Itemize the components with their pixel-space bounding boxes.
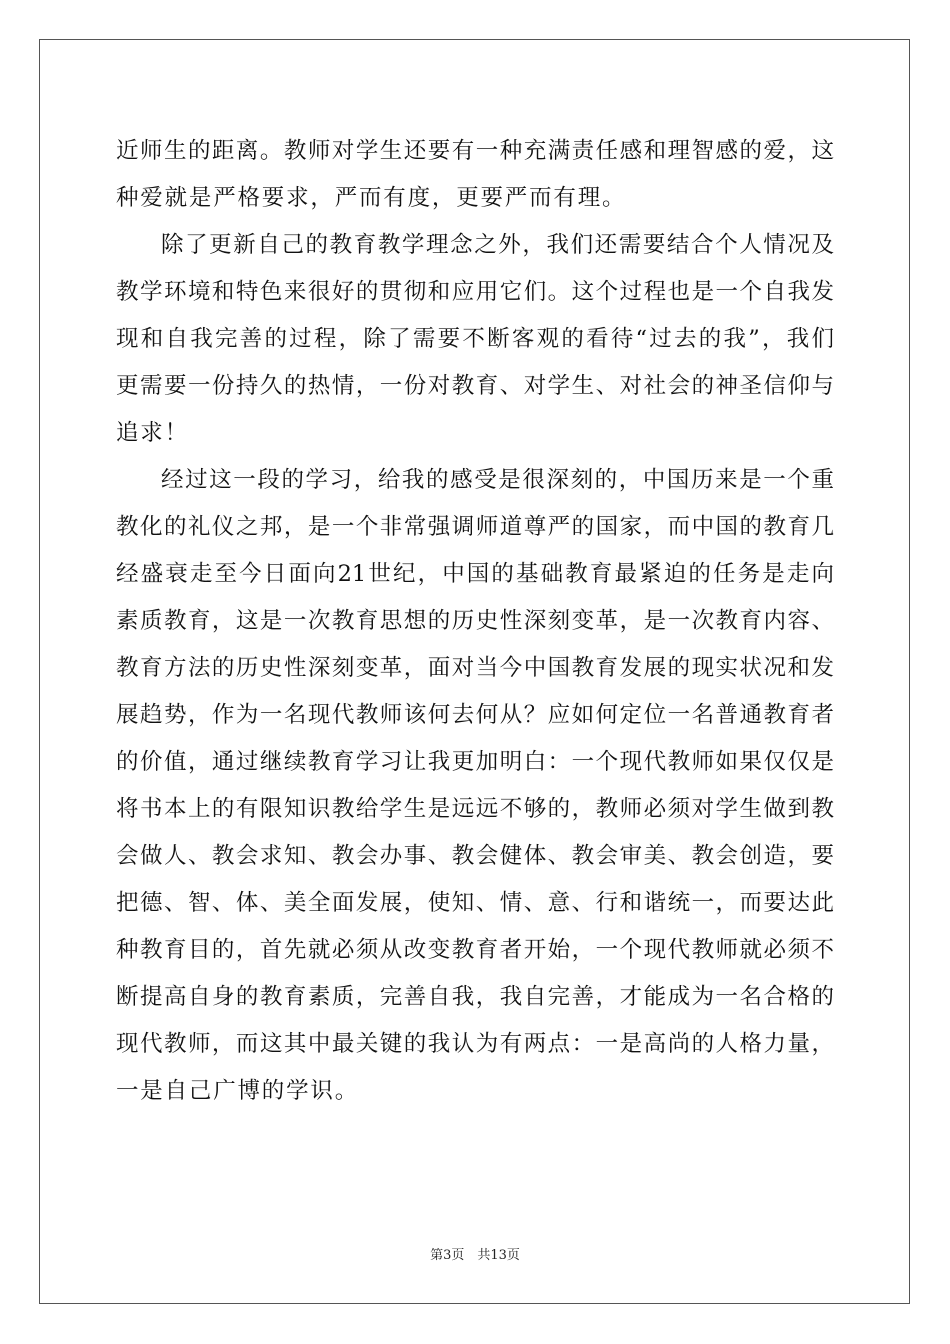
text-line: 素质教育，这是一次教育思想的历史性深刻变革，是一次教育内容、 xyxy=(116,608,834,634)
text-line: 展趋势，作为一名现代教师该何去何从？应如何定位一名普通教育者 xyxy=(116,702,834,728)
text-line: 把德、智、体、美全面发展，使知、情、意、行和谐统一，而要达此 xyxy=(116,890,834,916)
text-line: 更需要一份持久的热情，一份对教育、对学生、对社会的神圣信仰与 xyxy=(116,373,834,399)
text-line: 近师生的距离。教师对学生还要有一种充满责任感和理智感的爱，这 xyxy=(116,138,834,164)
paragraph xyxy=(116,457,834,1115)
text-line: 种爱就是严格要求，严而有度，更要严而有理。 xyxy=(116,185,627,211)
text-line: 教化的礼仪之邦，是一个非常强调师道尊严的国家，而中国的教育几 xyxy=(116,514,834,540)
text-line: 现代教师，而这其中最关键的我认为有两点：一是高尚的人格力量， xyxy=(116,1031,834,1057)
page-number-footer: 第3页 共13页 xyxy=(430,1248,520,1263)
text-line: 的价值，通过继续教育学习让我更加明白：一个现代教师如果仅仅是 xyxy=(116,749,834,775)
text-line: 追求！ xyxy=(116,420,189,446)
text-line: 经过这一段的学习，给我的感受是很深刻的，中国历来是一个重 xyxy=(161,467,834,493)
paragraph xyxy=(116,128,834,222)
text-line: 经盛衰走至今日面向21世纪，中国的基础教育最紧迫的任务是走向 xyxy=(116,561,834,587)
text-line: 将书本上的有限知识教给学生是远远不够的，教师必须对学生做到教 xyxy=(116,796,834,822)
document-body xyxy=(116,128,834,1115)
text-line: 一是自己广博的学识。 xyxy=(116,1078,360,1104)
text-line: 教学环境和特色来很好的贯彻和应用它们。这个过程也是一个自我发 xyxy=(116,279,834,305)
text-line: 除了更新自己的教育教学理念之外，我们还需要结合个人情况及 xyxy=(161,232,834,258)
paragraph xyxy=(116,222,834,457)
text-line: 种教育目的，首先就必须从改变教育者开始，一个现代教师就必须不 xyxy=(116,937,834,963)
text-line: 断提高自身的教育素质，完善自我，我自完善，才能成为一名合格的 xyxy=(116,984,834,1010)
text-line: 教育方法的历史性深刻变革，面对当今中国教育发展的现实状况和发 xyxy=(116,655,834,681)
text-line: 现和自我完善的过程，除了需要不断客观的看待“过去的我”，我们 xyxy=(116,326,834,352)
text-line: 会做人、教会求知、教会办事、教会健体、教会审美、教会创造，要 xyxy=(116,843,834,869)
